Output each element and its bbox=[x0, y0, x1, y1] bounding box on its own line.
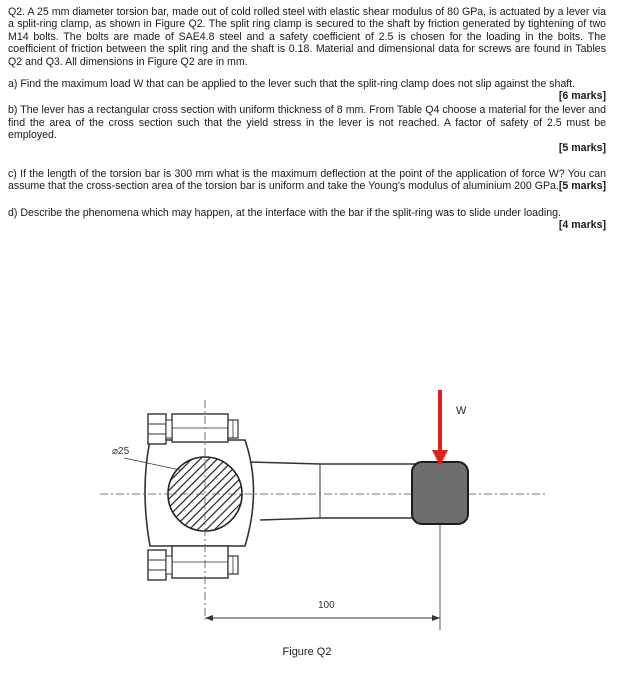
document-text bbox=[8, 6, 606, 232]
load-arrow bbox=[432, 390, 448, 466]
load-block bbox=[412, 462, 468, 524]
question-d-marks: [4 marks] bbox=[558, 219, 606, 232]
load-label: W bbox=[456, 405, 467, 417]
lever-arm bbox=[250, 462, 430, 520]
question-d bbox=[8, 206, 606, 232]
question-c-text: c) If the length of the torsion bar is 300 mm what is the maximum deflection at the point of the application of force W? You can assume that the cross-section area of the torsion bar is uniform and take the Young's modulus of aluminium 200 GPa. bbox=[8, 168, 606, 193]
question-a bbox=[8, 78, 606, 103]
question-c bbox=[8, 168, 606, 193]
question-intro: Q2. A 25 mm diameter torsion bar, made out of cold rolled steel with elastic shear modulus of 80 GPa, is actuated by a lever via a split-ring clamp, as shown in Figure Q2. The split ring clamp is secured to the shaft by friction generated by tightening of two M14 bolts. The bolts are made of SAE4.8 steel and a safety coefficient of 2.5 is chosen for the loading in the bolts. The coefficient of friction between the split ring and the shaft is 0.18. Material and dimensional data for screws are found in Tables Q2 and Q3. All dimensions in Figure Q2 are in mm. bbox=[8, 6, 606, 68]
question-b-marks: [5 marks] bbox=[558, 141, 606, 154]
figure-q2-diagram bbox=[0, 370, 620, 645]
question-a-marks: [6 marks] bbox=[558, 90, 606, 103]
question-d-text: d) Describe the phenomena which may happen, at the interface with the bar if the split-ring was to slide under loading. bbox=[8, 206, 561, 219]
question-a-text: a) Find the maximum load W that can be applied to the lever such that the split-ring clamp does not slip against the shaft. bbox=[8, 78, 576, 91]
diameter-label: ⌀25 bbox=[112, 446, 130, 457]
question-b-text: b) The lever has a rectangular cross section with uniform thickness of 8 mm. From Table Q4 choose a material for the lever and find the area of the cross section such that the yield stress in the lever is not reached. A factor of safety of 2.5 must be employed. bbox=[8, 104, 606, 142]
question-b bbox=[8, 104, 606, 154]
figure-caption: Figure Q2 bbox=[282, 646, 332, 658]
question-c-marks: [5 marks] bbox=[558, 180, 606, 193]
dimension-label: 100 bbox=[318, 600, 335, 611]
